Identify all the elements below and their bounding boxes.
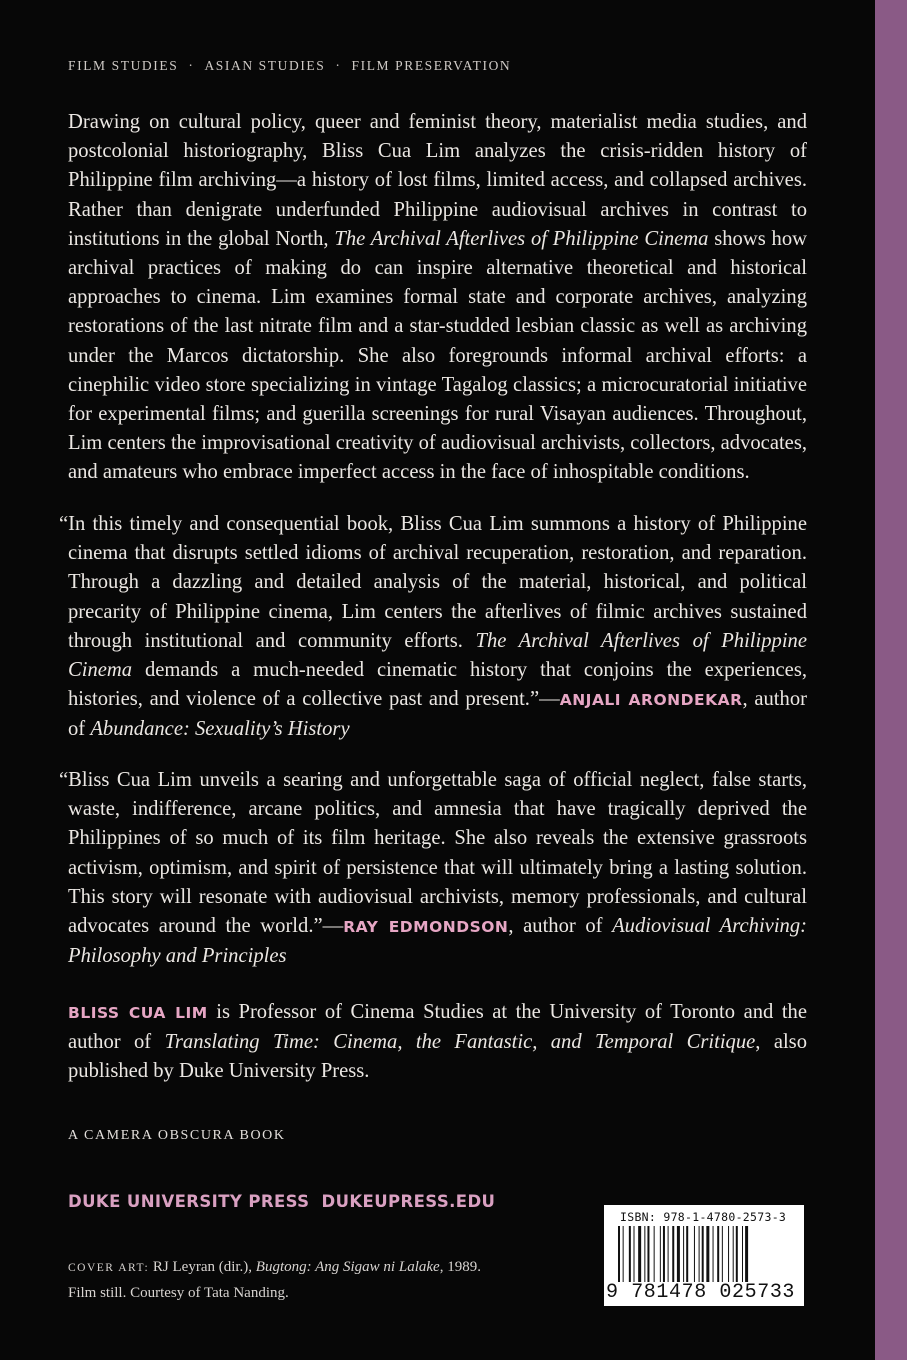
barcode-bar <box>618 1226 620 1282</box>
book-description <box>68 108 807 488</box>
barcode-bar <box>654 1226 655 1282</box>
barcode-bar <box>706 1226 709 1282</box>
endorser-book-title: Abundance: Sexuality’s History <box>90 718 350 741</box>
series-name: A CAMERA OBSCURA BOOK <box>68 1128 286 1143</box>
cover-art-label: COVER ART: <box>68 1262 150 1274</box>
spine-color-strip <box>875 0 907 1360</box>
publisher-name: DUKE UNIVERSITY PRESS <box>68 1192 310 1211</box>
subject-film-preservation: FILM PRESERVATION <box>351 58 512 73</box>
barcode-bar <box>733 1226 734 1282</box>
publisher-url: DUKEUPRESS.EDU <box>321 1192 496 1211</box>
barcode-bar <box>713 1226 714 1282</box>
barcode-bar <box>736 1226 738 1282</box>
barcode-bar <box>677 1226 680 1282</box>
barcode-bar <box>660 1226 661 1282</box>
credit-text: RJ Leyran (dir.), <box>152 1259 253 1275</box>
barcode-bar <box>647 1226 649 1282</box>
bio-text: , also published by Duke University Press. <box>68 1031 807 1083</box>
author-name: BLISS CUA LIM <box>68 1004 208 1022</box>
endorsement-quote-edmondson <box>59 766 807 971</box>
barcode-bar <box>722 1226 723 1282</box>
barcode-bar <box>717 1226 719 1282</box>
barcode-bar <box>623 1226 624 1282</box>
barcode-bar <box>644 1226 645 1282</box>
barcode-bars-icon <box>618 1226 790 1282</box>
barcode-bar <box>694 1226 695 1282</box>
quote-attribution: , author of <box>68 688 807 741</box>
barcode-bar <box>742 1226 743 1282</box>
ean-digits: 9 781478 025733 <box>606 1281 796 1304</box>
description-text: Drawing on cultural policy, queer and feminist theory, materialist media studies, and postcolonial historiography, Bliss Cua Lim analyzes the crisis-ridden history of Philippine film archiving—a history of lost films, limited access, and collapsed archives. Rather than denigrate underfunded Philippine audiovisual archives in contrast to institutions in the global North, <box>68 111 807 250</box>
barcode-bar <box>672 1226 674 1282</box>
credit-text: , 1989. Film still. Courtesy of Tata Nanding. <box>68 1259 481 1301</box>
subject-categories <box>68 58 511 74</box>
quote-text: “Bliss Cua Lim unveils a searing and unforgettable saga of official neglect, false starts, waste, indifference, arcane politics, and amnesia that have tragically deprived the Philippines of so much of its film heritage. She also reveals the extensive grassroots activism, optimism, and spirit of persistence that will ultimately bring a lasting solution. This story will resonate with audiovisual archivists, memory professionals, and cultural advocates around the world.”— <box>59 769 807 938</box>
subject-film-studies: FILM STUDIES <box>68 58 179 73</box>
separator-dot: · <box>188 58 195 73</box>
film-title: Bugtong: Ang Sigaw ni Lalake <box>255 1259 440 1275</box>
barcode-bar <box>629 1226 631 1282</box>
barcode-bar <box>728 1226 729 1282</box>
barcode-bar <box>699 1226 700 1282</box>
isbn-barcode <box>604 1205 804 1306</box>
endorsement-quote-arondekar <box>59 510 807 745</box>
book-title-italic: The Archival Afterlives of Philippine Cinema <box>334 227 709 250</box>
separator-dot: · <box>335 58 342 73</box>
barcode-bar <box>634 1226 635 1282</box>
barcode-bar <box>686 1226 688 1282</box>
barcode-bar <box>745 1226 748 1282</box>
author-book-title: Translating Time: Cinema, the Fantastic, and Temporal Critique <box>164 1031 756 1054</box>
quote-text: demands a much-needed cinematic history that conjoins the experiences, histories, and violence of a collective past and present.”— <box>68 659 807 711</box>
barcode-bar <box>668 1226 669 1282</box>
cover-art-credit <box>68 1255 488 1306</box>
barcode-bar <box>702 1226 704 1282</box>
endorser-name: ANJALI ARONDEKAR <box>559 691 743 710</box>
quote-text: “In this timely and consequential book, Bliss Cua Lim summons a history of Philippine cinema that disrupts settled idioms of archival recuperation, restoration, and reparation. Through a dazzling and detailed analysis of the material, historical, and political precarity of Philippine cinema, Lim centers the afterlives of filmic archives sustained through institutional and community efforts. <box>59 513 807 652</box>
book-title-italic: The Archival Afterlives of Philippine Cinema <box>68 629 807 682</box>
quote-attribution: , author of <box>508 915 603 938</box>
endorser-name: RAY EDMONDSON <box>343 918 509 937</box>
isbn-number: ISBN: 978-1-4780-2573-3 <box>620 1210 787 1224</box>
endorser-book-title: Audiovisual Archiving: Philosophy and Principles <box>68 915 807 968</box>
author-bio <box>68 998 807 1087</box>
subject-asian-studies: ASIAN STUDIES <box>204 58 326 73</box>
barcode-bar <box>683 1226 684 1282</box>
bio-text: is Professor of Cinema Studies at the University of Toronto and the author of <box>68 1001 807 1054</box>
barcode-bar <box>638 1226 641 1282</box>
publisher-line <box>68 1192 495 1211</box>
barcode-bar <box>663 1226 665 1282</box>
description-text: shows how archival practices of making do can inspire alternative theoretical and historical approaches to cinema. Lim examines formal state and corporate archives, analyzing restorations of the last nitrate film and a star-studded lesbian classic as well as archiving under the Marcos dictatorship. She also foregrounds informal archival efforts: a cinephilic video store specializing in vintage Tagalog classics; a microcuratorial initiative for experimental films; and guerilla screenings for rural Visayan audiences. Throughout, Lim centers the improvisational creativity of audiovisual archivists, collectors, advocates, and amateurs who embrace imperfect access in the face of inhospitable conditions. <box>68 227 807 484</box>
